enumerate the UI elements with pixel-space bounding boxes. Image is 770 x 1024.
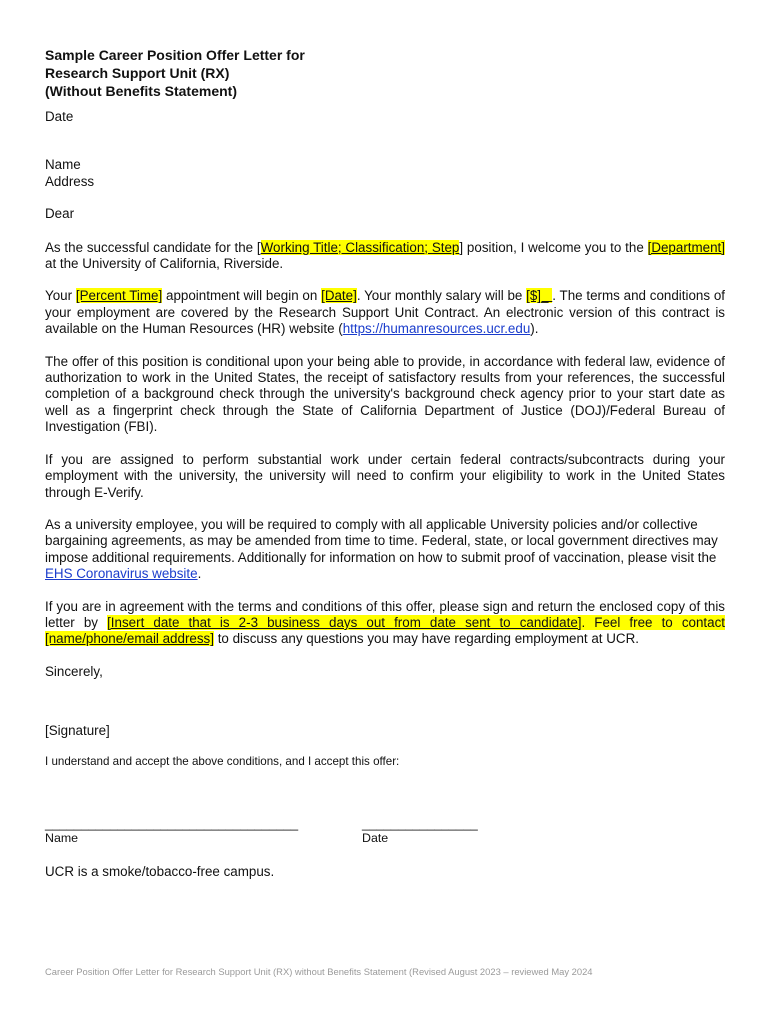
para1-text-3: at the University of California, Riverside. [45, 256, 284, 272]
placeholder-contact: [name/phone/email address] [45, 631, 214, 647]
placeholder-start-date: [Date] [321, 288, 357, 304]
bracket-open: [ [256, 239, 261, 255]
date-signature-line: ________________ [362, 816, 478, 831]
signature-placeholder: [Signature] [45, 723, 110, 739]
recipient-address: Address [45, 173, 95, 189]
bracket-close: ] [459, 239, 464, 255]
placeholder-salary: [$]_ [526, 288, 553, 304]
paragraph-policies [45, 517, 725, 583]
date-signature-label: Date [362, 831, 389, 845]
title-line-2: Research Support Unit (RX) [45, 65, 230, 81]
placeholder-department: [Department] [647, 239, 725, 255]
paragraph-conditions: The offer of this position is conditional upon your being able to provide, in accordance with federal law, evidence of authorization to work in the United States, the receipt of satisfactory results from your references, the successful completion of a background check through the university's background check agency prior to your start date as well as a fingerprint check through the State of California Department of Justice (DOJ)/Federal Bureau of Investigation (FBI). [45, 353, 725, 435]
para5-text-1: As a university employee, you will be required to comply with all applicable University policies and/or collective bargaining agreements, as may be amended from time to time. Federal, state, or local government directives may impose additional requirements. Additionally for information on how to submit proof of vaccination, please visit the [45, 516, 718, 565]
para2-text-2: appointment will begin on [162, 288, 322, 304]
title-line-3: (Without Benefits Statement) [45, 83, 237, 99]
ehs-coronavirus-link[interactable]: EHS Coronavirus website [45, 566, 198, 582]
para2-text-3: . Your monthly salary will be [356, 288, 527, 304]
para2-text-5: ). [530, 321, 539, 337]
paragraph-appointment [45, 288, 725, 337]
name-signature-label: Name [45, 831, 79, 845]
document-title [45, 46, 725, 100]
placeholder-percent-time: [Percent Time] [75, 288, 163, 304]
page-footer: Career Position Offer Letter for Research Support Unit (RX) without Benefits Statement (Revised August 2023 – reviewed May 2024 [45, 966, 593, 977]
para6-text-1: If you are in agreement with the terms and conditions of this offer, please sign and return the enclosed copy of this letter by [45, 598, 725, 630]
placeholder-deadline: [Insert date that is 2-3 business days out from date sent to candidate] [107, 614, 582, 630]
smoke-free-notice: UCR is a smoke/tobacco-free campus. [45, 864, 275, 879]
paragraph-welcome [45, 240, 725, 273]
date-label: Date [45, 109, 74, 124]
letter-body [45, 46, 725, 770]
recipient-name: Name [45, 157, 81, 173]
para6-text-2: . Feel free to contact [581, 614, 725, 630]
paragraph-everify: If you are assigned to perform substantial work under certain federal contracts/subcontracts during your employment with the university, the university will need to confirm your eligibility to work in the United States through E-Verify. [45, 451, 725, 500]
para1-text-2: position, I welcome you to the [463, 239, 648, 255]
placeholder-working-title: Working Title; Classification; Step [260, 239, 460, 255]
name-signature-line: ___________________________________ [45, 816, 299, 831]
para2-text-4: . The terms and conditions of your employment are covered by the Research Support Unit Contract. An electronic version of this contract is available on the Human Resources (HR) website ( [45, 288, 726, 337]
para5-text-2: . [197, 566, 202, 582]
title-line-1: Sample Career Position Offer Letter for [45, 47, 305, 63]
para2-text-1: Your [45, 288, 76, 304]
paragraph-agreement [45, 599, 725, 648]
hr-website-link[interactable]: https://humanresources.ucr.edu [342, 321, 531, 337]
salutation: Dear [45, 206, 75, 222]
closing: Sincerely, [45, 663, 103, 679]
para1-text-1: As the successful candidate for the [45, 239, 257, 255]
acceptance-statement: I understand and accept the above conditions, and I accept this offer: [45, 754, 400, 768]
para6-text-3: to discuss any questions you may have regarding employment at UCR. [213, 631, 639, 647]
